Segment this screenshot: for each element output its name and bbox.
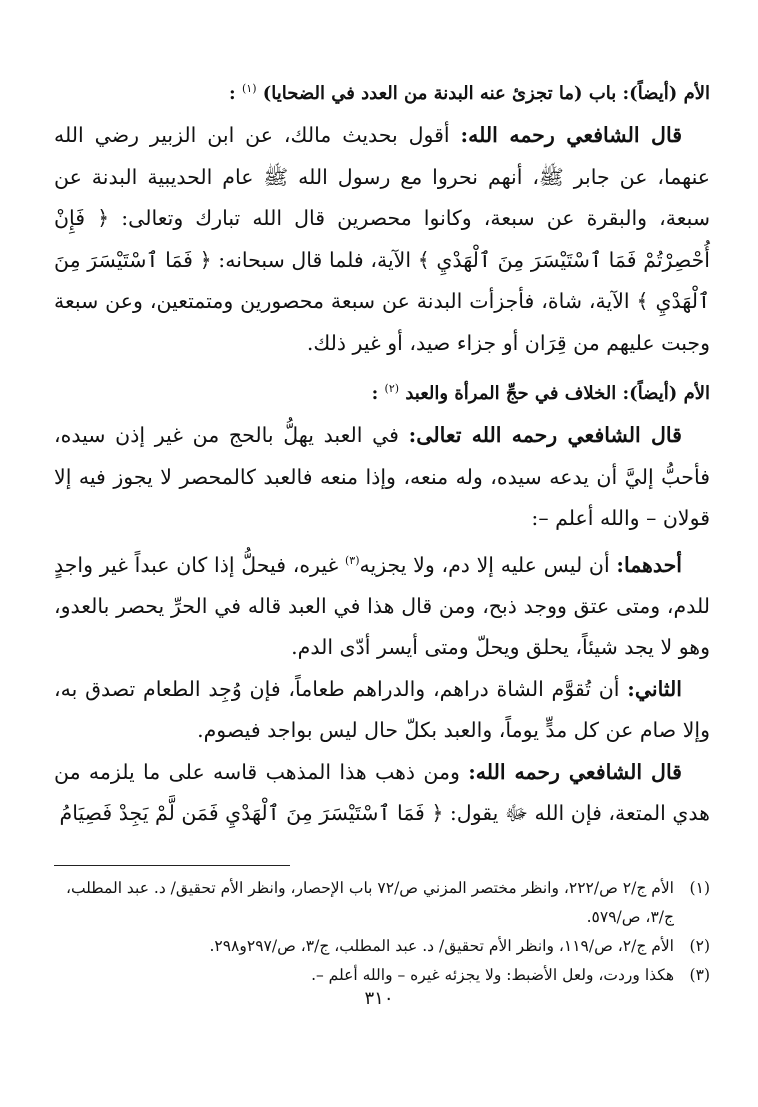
paragraph-3-text-b: غيره، فيحلُّ إذا كان عبداً غير واجدٍ للدم، ومتى عتق ووجد ذبح، ومن قال هذا في العبد قاله في الحرِّ يحصر بالعدو، وهو لا يجد شيئاً، يحلق ويحلّ ومتى أيسر أدّى الدم. xyxy=(54,552,710,660)
heading-2-footnote-ref[interactable]: (٢) xyxy=(384,382,400,395)
heading-1-footnote-ref[interactable]: (١) xyxy=(241,82,257,95)
footnote-1-number: (١) xyxy=(689,878,710,897)
paragraph-3-speaker: أحدهما: xyxy=(616,552,682,577)
paragraph-3-footnote-ref[interactable]: (٣) xyxy=(345,553,360,567)
paragraph-3-text-a: أن ليس عليه إلا دم، ولا يجزيه xyxy=(359,552,610,577)
heading-1-label: الأم (أيضاً): باب (ما تجزئ عنه البدنة من العدد في الضحايا) xyxy=(262,83,710,104)
footnote-1-text: الأم ج/٢ ص/٢٢٢، وانظر مختصر المزني ص/٧٢ باب الإحصار، وانظر الأم تحقيق/ د. عبد المطلب، ج/٣، ص/٥٧٩. xyxy=(65,878,674,926)
paragraph-3 xyxy=(54,540,710,669)
footnote-divider xyxy=(54,865,290,866)
paragraph-4-text: أن تُقوَّم الشاة دراهم، والدراهم طعاماً، فإن وُجِد الطعام تصدق به، وإلا صام عن كل مدٍّ يوماً، والعبد بكلّ حال ليس بواجد فيصوم. xyxy=(54,676,710,743)
paragraph-5-text: ومن ذهب هذا المذهب قاسه على ما يلزمه من هدي المتعة، فإن الله ﷻ يقول: ﴿ فَمَا ٱسْتَيْسَرَ مِنَ ٱلْهَدْيِ فَمَن لَّمْ يَجِدْ فَصِيَامُ xyxy=(54,759,710,826)
paragraph-2 xyxy=(54,415,710,540)
paragraph-4 xyxy=(54,669,710,752)
heading-2-colon: : xyxy=(371,383,379,404)
paragraph-1 xyxy=(54,115,710,364)
paragraph-5-speaker: قال الشافعي رحمه الله: xyxy=(468,759,682,784)
footnotes xyxy=(54,874,710,990)
paragraph-4-speaker: الثاني: xyxy=(627,676,682,701)
paragraph-2-speaker: قال الشافعي رحمه الله تعالى: xyxy=(408,423,682,447)
footnote-3 xyxy=(54,961,710,990)
heading-1-colon: : xyxy=(229,83,236,104)
footnote-1 xyxy=(54,874,710,932)
heading-2-label: الأم (أيضاً): الخلاف في حجِّ المرأة والعبد xyxy=(405,383,710,404)
footnote-2 xyxy=(54,932,710,961)
footnote-2-number: (٢) xyxy=(689,936,710,955)
paragraph-5 xyxy=(54,752,710,835)
page-number: ٣١٠ xyxy=(364,988,394,1009)
footnote-2-text: الأم ج/٢، ص/١١٩، وانظر الأم تحقيق/ د. عبد المطلب، ج/٣، ص/٢٩٧و٢٩٨. xyxy=(209,936,674,955)
paragraph-1-text: أقول بحديث مالك، عن ابن الزبير رضي الله عنهما، عن جابر ﷺ، أنهم نحروا مع رسول الله ﷺ عام الحديبية البدنة عن سبعة، والبقرة عن سبعة، وكانوا محصرين قال الله تبارك وتعالى: ﴿ فَإِنْ أُحْصِرْتُمْ فَمَا ٱسْتَيْسَرَ مِنَ ٱلْهَدْيِ ﴾ الآية، فلما قال سبحانه: ﴿ فَمَا ٱسْتَيْسَرَ مِنَ ٱلْهَدْيِ ﴾ الآية، شاة، فأجزأت البدنة عن سبعة محصورين ومتمتعين، وعن سبعة وجبت عليهم من قِرَان أو جزاء صيد، أو غير ذلك. xyxy=(54,123,710,355)
section-heading-1 xyxy=(54,74,710,109)
paragraph-1-speaker: قال الشافعي رحمه الله: xyxy=(460,123,682,147)
footnote-3-number: (٣) xyxy=(689,965,710,984)
section-heading-2 xyxy=(54,374,710,409)
footnote-3-text: هكذا وردت، ولعل الأضبط: ولا يجزئه غيره – والله أعلم –. xyxy=(311,965,674,984)
paragraph-2-text: في العبد يهلُّ بالحج من غير إذن سيده، فأحبُّ إليَّ أن يدعه سيده، وله منعه، وإذا منعه فالعبد كالمحصر لا يجوز فيه إلا قولان – والله أعلم –: xyxy=(54,423,710,530)
